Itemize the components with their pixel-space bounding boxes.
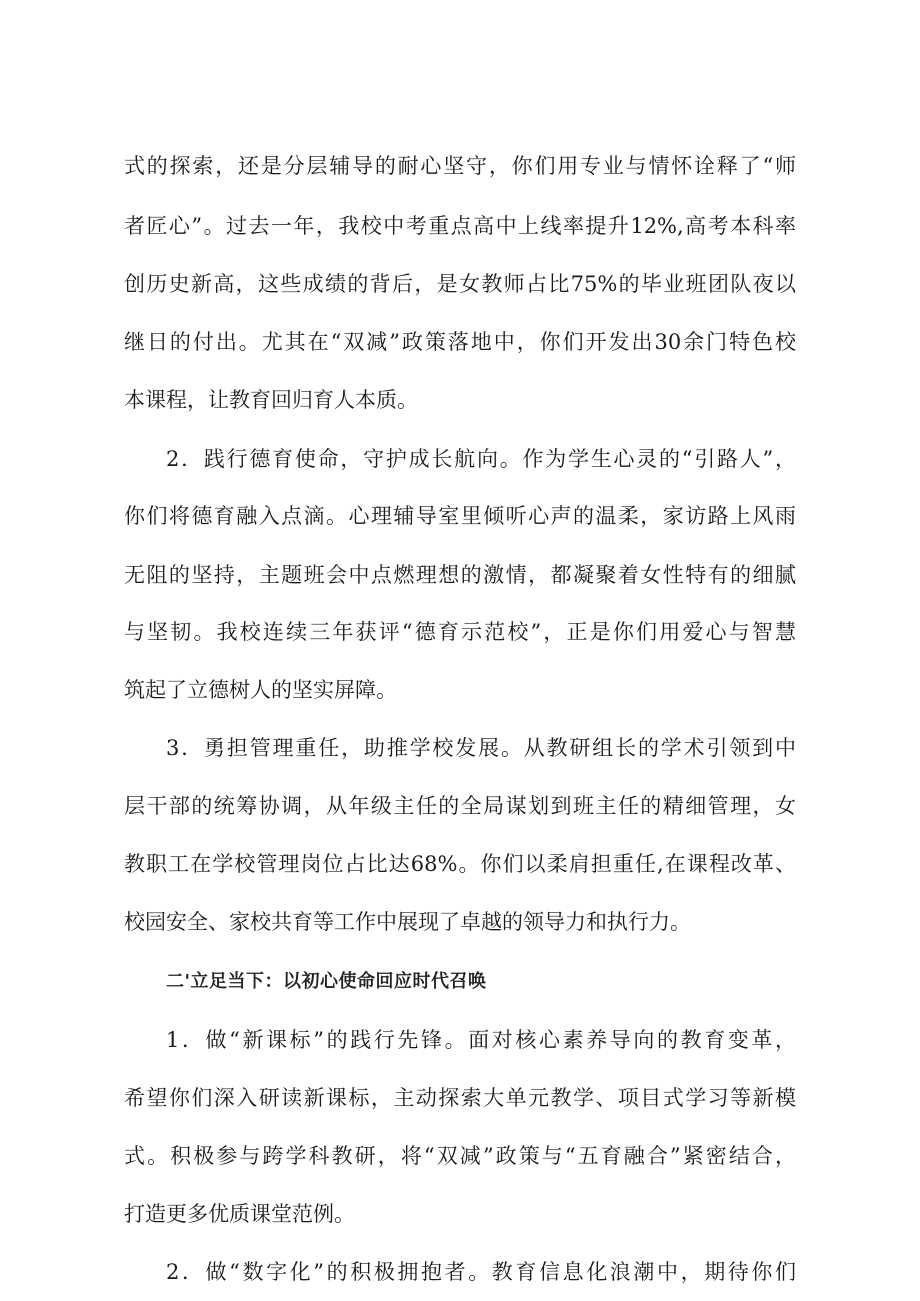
paragraph-line	[0, 1196, 920, 1232]
line-text: 你们将德育融入点滴。心理辅导室里倾听心声的温柔，家访路上风雨	[124, 504, 796, 528]
line-text: 者匠心”。过去一年，我校中考重点高中上线率提升12%,高考本科率	[124, 214, 796, 238]
line-text: 筑起了立德树人的坚实屏障。	[124, 678, 397, 702]
line-text: 本课程，让教育回归育人本质。	[124, 388, 418, 412]
paragraph-line	[0, 672, 920, 708]
paragraph-line	[0, 846, 920, 882]
paragraph-line	[0, 441, 920, 477]
line-text: 3．勇担管理重任，助推学校发展。从教研组长的学术引领到中	[166, 736, 796, 760]
paragraph-line	[0, 730, 920, 766]
line-text: 继日的付出。尤其在“双减”政策落地中，你们开发出30余门特色校	[124, 330, 796, 354]
paragraph-line	[0, 1080, 920, 1116]
line-text: 校园安全、家校共育等工作中展现了卓越的领导力和执行力。	[124, 910, 691, 934]
section-heading	[0, 964, 920, 1000]
line-text: 1．做“新课标”的践行先锋。面对核心素养导向的教育变革，	[166, 1028, 796, 1052]
paragraph-line	[0, 266, 920, 302]
line-text: 式的探索，还是分层辅导的耐心坚守，你们用专业与情怀诠释了“师	[124, 154, 796, 178]
line-text: 打造更多优质课堂范例。	[124, 1202, 355, 1226]
paragraph-line	[0, 324, 920, 360]
paragraph-line	[0, 557, 920, 593]
section-heading-text: 二'立足当下：以初心使命回应时代召唤	[166, 971, 487, 992]
line-text: 2．做“数字化”的积极拥抱者。教育信息化浪潮中，期待你们	[166, 1260, 796, 1284]
line-text: 教职工在学校管理岗位占比达68%。你们以柔肩担重任,在课程改革、	[124, 852, 796, 876]
paragraph-line	[0, 1254, 920, 1290]
paragraph-line	[0, 208, 920, 244]
paragraph-line	[0, 1138, 920, 1174]
line-text: 无阻的坚持，主题班会中点燃理想的激情，都凝聚着女性特有的细腻	[124, 563, 796, 587]
paragraph-line	[0, 614, 920, 650]
line-text: 创历史新高，这些成绩的背后，是女教师占比75%的毕业班团队夜以	[124, 272, 796, 296]
line-text: 层干部的统筹协调，从年级主任的全局谋划到班主任的精细管理，女	[124, 794, 796, 818]
paragraph-line	[0, 382, 920, 418]
paragraph-line	[0, 1022, 920, 1058]
line-text: 与坚韧。我校连续三年获评“德育示范校”，正是你们用爱心与智慧	[124, 620, 796, 644]
line-text: 希望你们深入研读新课标，主动探索大单元教学、项目式学习等新模	[124, 1086, 796, 1110]
line-text: 2．践行德育使命，守护成长航向。作为学生心灵的“引路人”，	[166, 447, 796, 471]
paragraph-line	[0, 498, 920, 534]
line-text: 式。积极参与跨学科教研，将“双减”政策与“五育融合”紧密结合，	[124, 1144, 796, 1168]
paragraph-line	[0, 788, 920, 824]
paragraph-line	[0, 904, 920, 940]
paragraph-line	[0, 148, 920, 184]
